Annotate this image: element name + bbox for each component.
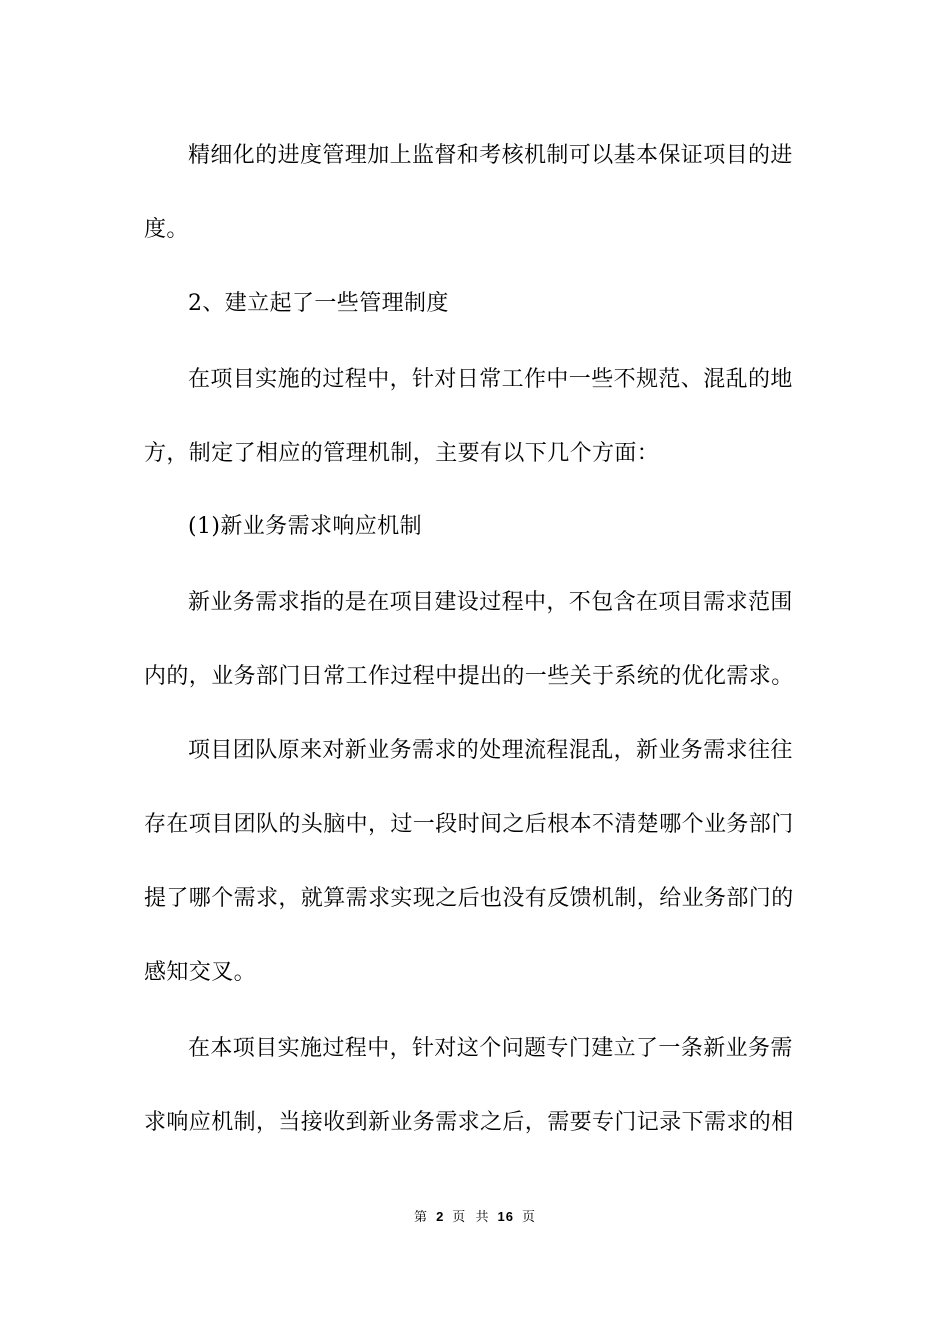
body-text-line: 新业务需求指的是在项目建设过程中，不包含在项目需求范围 — [188, 590, 793, 615]
footer-total-pages: 16 — [497, 1209, 514, 1224]
body-text-line: 项目团队原来对新业务需求的处理流程混乱，新业务需求往往 — [188, 738, 793, 763]
footer-total-word: 共 — [475, 1210, 490, 1225]
body-text-line: 方，制定了相应的管理机制，主要有以下几个方面： — [144, 441, 660, 466]
body-text-line: 感知交叉。 — [144, 960, 257, 985]
body-text-line: 存在项目团队的头脑中，过一段时间之后根本不清楚哪个业务部门 — [144, 812, 794, 837]
body-text-line: 内的，业务部门日常工作过程中提出的一些关于系统的优化需求。 — [144, 664, 794, 689]
footer-page-number: 2 — [436, 1209, 445, 1224]
body-text-line: 在本项目实施过程中，针对这个问题专门建立了一条新业务需 — [188, 1036, 793, 1061]
subsection-heading: (1)新业务需求响应机制 — [188, 514, 422, 539]
footer-page-unit: 页 — [452, 1210, 467, 1225]
footer-total-unit: 页 — [521, 1210, 536, 1225]
body-text-line: 提了哪个需求，就算需求实现之后也没有反馈机制，给业务部门的 — [144, 886, 794, 911]
body-text-line: 求响应机制，当接收到新业务需求之后，需要专门记录下需求的相 — [144, 1110, 794, 1135]
body-text-line: 精细化的进度管理加上监督和考核机制可以基本保证项目的进 — [188, 143, 793, 168]
body-text-line: 在项目实施的过程中，针对日常工作中一些不规范、混乱的地 — [188, 367, 793, 392]
page-footer — [0, 1208, 950, 1227]
body-text-line: 度。 — [144, 217, 189, 242]
section-heading: 2、建立起了一些管理制度 — [188, 291, 449, 316]
footer-page-word: 第 — [414, 1210, 429, 1225]
